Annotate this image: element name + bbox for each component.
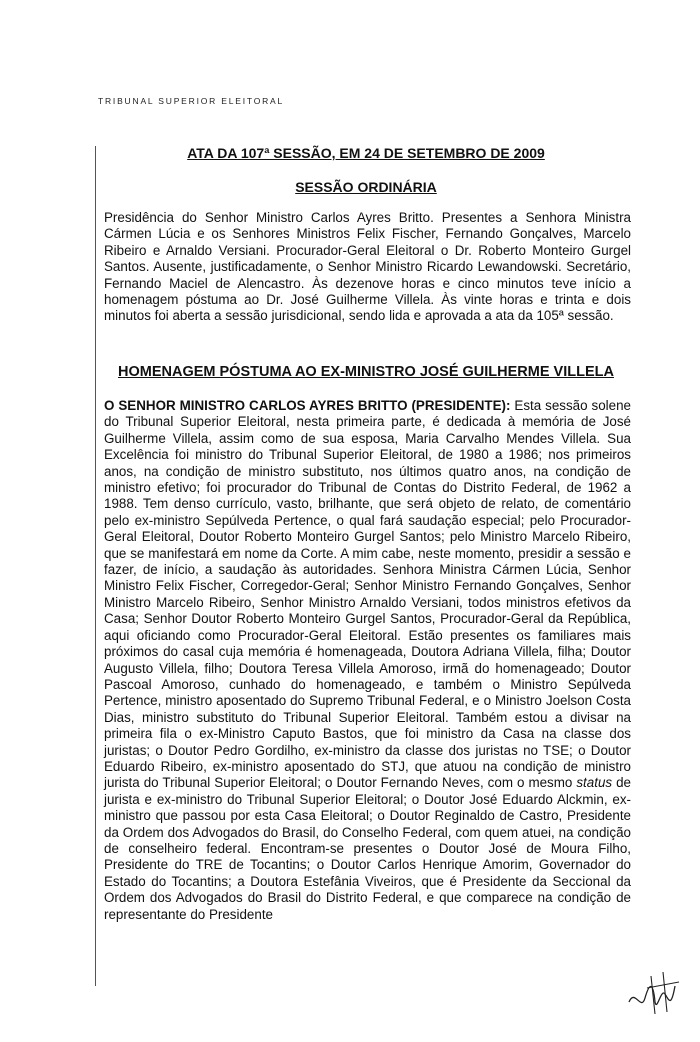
session-type-title: SESSÃO ORDINÁRIA	[295, 179, 437, 195]
opening-paragraph: Presidência do Senhor Ministro Carlos Ayres Britto. Presentes a Senhora Ministra Cármen Lúcia e os Senhores Ministros Felix Fischer, Fernando Gonçalves, Marcelo Ribeiro e Arnaldo Versiani. Procurador-Geral Eleitoral o Dr. Roberto Monteiro Gurgel Santos. Ausente, justificadamente, o Senhor Ministro Ricardo Lewandowski. Secretário, Fernando Maciel de Alencastro. Às dezenove horas e cinco minutos teve início a homenagem póstuma ao Dr. José Guilherme Villela. Às vinte horas e trinta e dois minutos foi aberta a sessão jurisdicional, sendo lida e aprovada a ata da 105ª sessão.	[104, 210, 631, 324]
speaker-name: O SENHOR MINISTRO CARLOS AYRES BRITTO (PRESIDENTE):	[104, 398, 511, 413]
document-title: ATA DA 107ª SESSÃO, EM 24 DE SETEMBRO DE 2009	[187, 145, 545, 161]
margin-rule	[95, 146, 96, 986]
handwritten-initials-signature	[625, 968, 680, 1018]
speech-paragraph	[104, 398, 631, 923]
institution-header: TRIBUNAL SUPERIOR ELEITORAL	[98, 96, 285, 106]
speech-text-part2: de jurista e ex-ministro do Tribunal Superior Eleitoral; o Doutor José Eduardo Alckmin, ex-ministro que passou por esta Casa Eleitoral; o Doutor Reginaldo de Castro, Presidente da Ordem dos Advogados do Brasil, do Conselho Federal, com quem atuei, na condição de conselheiro federal. Encontram-se presentes o Doutor José de Moura Filho, Presidente do TRE de Tocantins; o Doutor Carlos Henrique Amorim, Governador do Estado do Tocantins; a Doutora Estefânia Viveiros, que é Presidente da Seccional da Ordem dos Advogados do Brasil do Distrito Federal, e que comparece na condição de representante do Presidente	[104, 775, 631, 922]
speech-italic-word: status	[576, 775, 613, 791]
speech-text-part1: Esta sessão solene do Tribunal Superior Eleitoral, nesta primeira parte, é dedicada à memória de José Guilherme Villela, assim como de sua esposa, Maria Carvalho Mendes Villela. Sua Excelência foi ministro do Tribunal Superior Eleitoral, de 1980 a 1986; nos primeiros anos, na condição de ministro substituto, nos últimos quatro anos, na condição de ministro efetivo; foi procurador do Tribunal de Contas do Distrito Federal, de 1962 a 1988. Tem denso currículo, vasto, brilhante, que será objeto de relato, de comentário pelo ex-ministro Sepúlveda Pertence, o qual fará saudação especial; pelo Procurador-Geral Eleitoral, Doutor Roberto Monteiro Gurgel Santos; pelo Ministro Marcelo Ribeiro, que se manifestará em nome da Corte. A mim cabe, neste momento, presidir a sessão e fazer, de início, a saudação às autoridades. Senhora Ministra Cármen Lúcia, Senhor Ministro Felix Fischer, Corregedor-Geral; Senhor Ministro Fernando Gonçalves, Senhor Ministro Marcelo Ribeiro, Senhor Ministro Arnaldo Versiani, todos ministros efetivos da Casa; Senhor Doutor Roberto Monteiro Gurgel Santos, Procurador-Geral da República, aqui oficiando como Procurador-Geral Eleitoral. Estão presentes os familiares mais próximos do casal cuja memória é homenageada, Doutora Adriana Villela, filha; Doutor Augusto Villela, filho; Doutora Teresa Villela Amoroso, irmã do homenageado; Doutor Pascoal Amoroso, cunhado do homenageado, e também o Ministro Sepúlveda Pertence, ministro aposentado do Supremo Tribunal Federal, e o Ministro Joelson Costa Dias, ministro substituto do Tribunal Superior Eleitoral. Também estou a divisar na primeira fila o ex-Ministro Caputo Bastos, que foi ministro da Casa na classe dos juristas; o Doutor Pedro Gordilho, ex-ministro da classe dos juristas no TSE; o Doutor Eduardo Ribeiro, ex-ministro aposentado do STJ, que atuou na condição de ministro jurista do Tribunal Superior Eleitoral; o Doutor Fernando Neves, com o mesmo	[104, 398, 631, 791]
section-heading: HOMENAGEM PÓSTUMA AO EX-MINISTRO JOSÉ GUILHERME VILLELA	[118, 364, 614, 380]
